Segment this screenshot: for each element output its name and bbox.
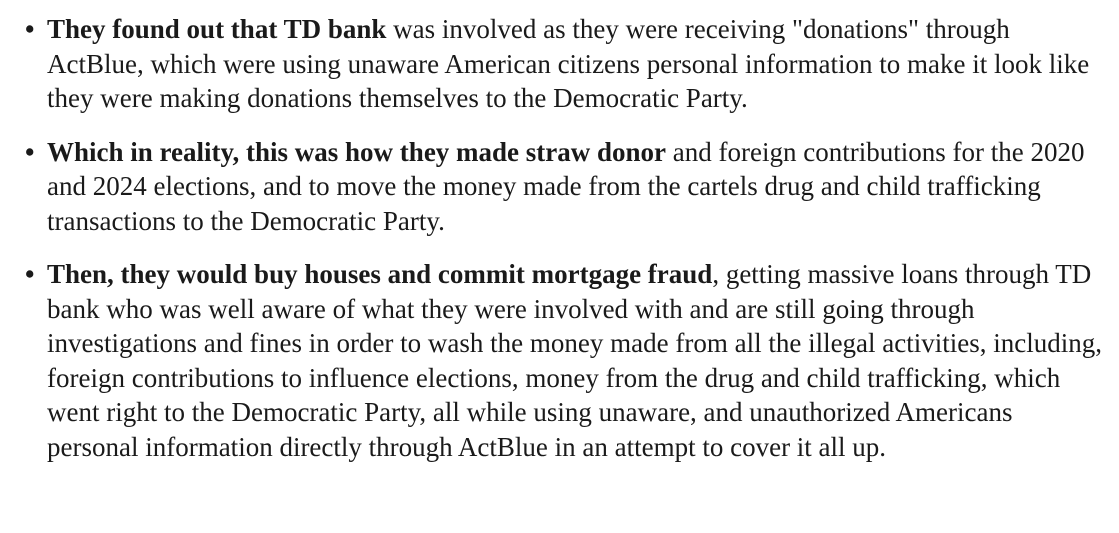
- bullet-marker: •: [25, 136, 35, 167]
- bullet-text: was involved as they were receiving "donations" through ActBlue, which were using unaware American citizens personal information to make it look like they were making donations themselves to the Democratic Party.: [47, 14, 1090, 113]
- bullet-text: and foreign contributions for the 2020 and 2024 elections, and to move the money made from the cartels drug and child trafficking transactions to the Democratic Party.: [47, 136, 1085, 236]
- bullet-list: [0, 12, 1103, 464]
- bullet-item-straw-donor: [0, 135, 1103, 239]
- bullet-item-td-bank: [0, 12, 1103, 116]
- bullet-item-mortgage-fraud: [0, 257, 1103, 464]
- bullet-bold-lead: Then, they would buy houses and commit mortgage fraud: [47, 259, 713, 289]
- bullet-bold-lead: They found out that TD bank: [47, 14, 387, 44]
- bullet-text: , getting massive loans through TD bank who was well aware of what they were involved with and are still going through investigations and fines in order to wash the money made from all the illegal activities, including, foreign contributions to influence elections, money from the drug and child trafficking, which went right to the Democratic Party, all while using unaware, and unauthorized Americans personal information directly through ActBlue in an attempt to cover it all up.: [47, 259, 1102, 462]
- bullet-marker: •: [25, 14, 35, 44]
- bullet-marker: •: [25, 259, 35, 289]
- bullet-bold-lead: Which in reality, this was how they made straw donor: [47, 136, 667, 167]
